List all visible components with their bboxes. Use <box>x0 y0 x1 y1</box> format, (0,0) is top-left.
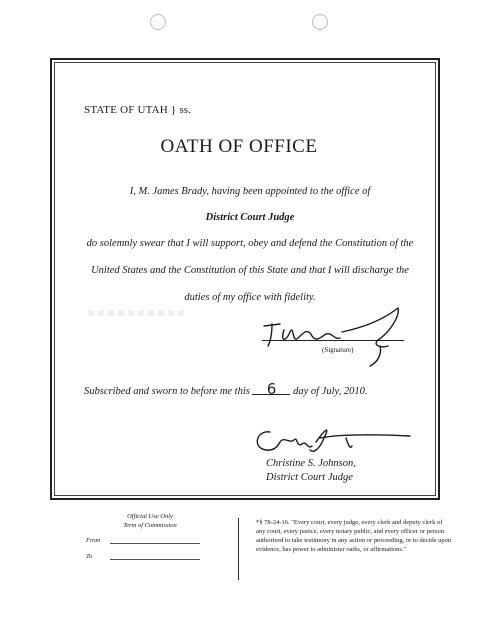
to-row <box>86 553 92 560</box>
sworn-prefix: Subscribed and sworn to before me this <box>84 386 250 397</box>
term-heading: Term of Commission <box>123 522 177 529</box>
officer-signature <box>250 302 410 372</box>
notary-signature <box>250 420 420 460</box>
oath-line-5: duties of my office with fidelity. <box>184 292 316 303</box>
from-field-line <box>110 543 200 544</box>
to-label: To <box>86 553 93 560</box>
oath-line-1: I, M. James Brady, having been appointed to the office of <box>129 186 371 197</box>
punch-hole-left <box>150 14 166 30</box>
footer-divider <box>238 518 239 580</box>
punch-hole-right <box>312 14 328 30</box>
office-name: District Court Judge <box>205 212 295 223</box>
official-use-heading: Official Use Only <box>127 513 173 520</box>
from-row <box>86 537 100 544</box>
oath-line-3: do solemnly swear that I will support, obey and defend the Constitution of the <box>86 238 414 249</box>
notary-name: Christine S. Johnson, <box>266 458 356 469</box>
faint-bleed-through <box>88 310 188 316</box>
to-field-line <box>110 559 200 560</box>
sworn-suffix: day of July, 2010. <box>293 386 368 397</box>
document-title: OATH OF OFFICE <box>160 136 318 157</box>
sworn-day: 6 <box>252 384 290 395</box>
statute-text: *§ 78-24-16. "Every court, every judge, every clerk and deputy clerk of any court, every justice, every notary public, and every officer or person authorized to take testimony in any action or proceeding, or to decide upon evidence, has power to administer oaths, or affirmations." <box>256 519 452 553</box>
notary-title: District Court Judge <box>266 472 353 483</box>
signature-line <box>262 340 404 341</box>
venue-line: STATE OF UTAH } ss. <box>84 104 192 116</box>
official-use-box <box>100 512 200 530</box>
oath-line-4: United States and the Constitution of this State and that I will discharge the <box>91 265 409 276</box>
from-label: From <box>86 537 101 544</box>
signature-label: (Signature) <box>322 346 354 354</box>
sworn-line <box>84 380 368 398</box>
